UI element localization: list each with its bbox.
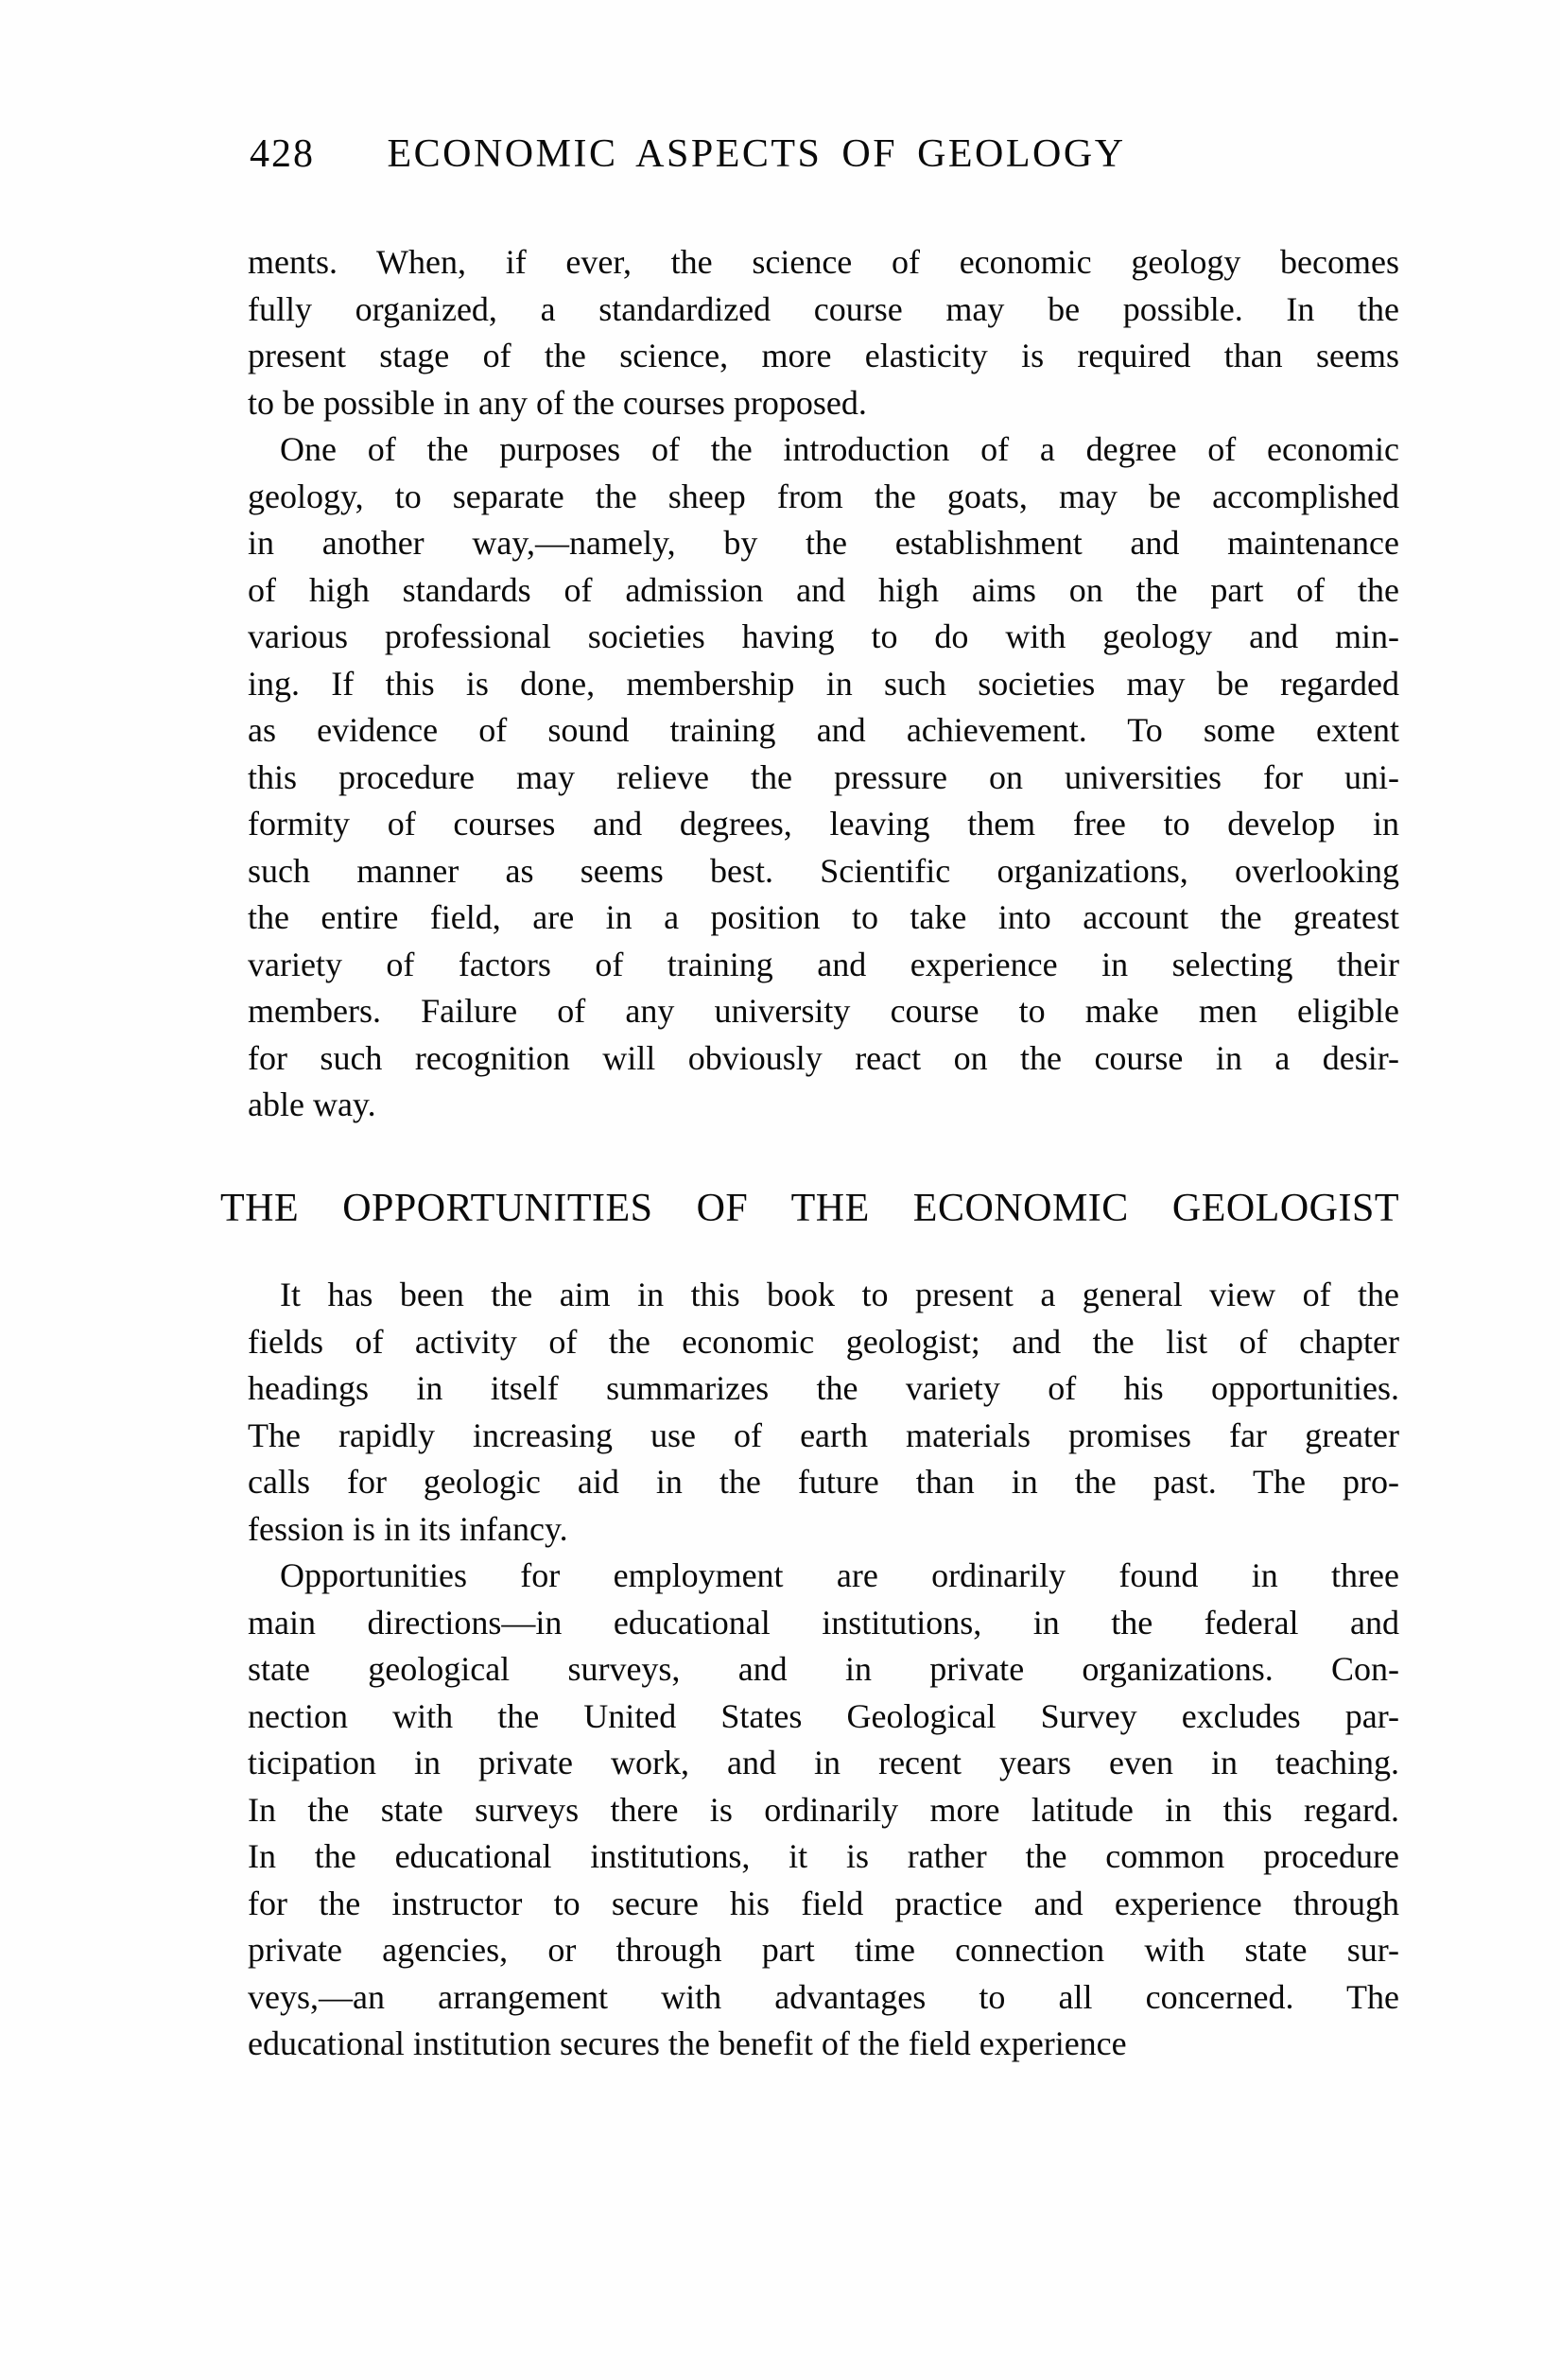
body-paragraph [248,1553,1399,2068]
text-line: as evidence of sound training and achievement. To some extent [248,711,1399,749]
text-line: nection with the United States Geological Survey excludes par- [248,1696,1399,1735]
text-line: various professional societies having to do with geology and min- [248,617,1399,655]
text-line: calls for geologic aid in the future than in the past. The pro- [248,1463,1399,1501]
body-paragraph [248,1272,1399,1553]
text-line: present stage of the science, more elasticity is required than seems [248,337,1399,374]
text-line: this procedure may relieve the pressure on universities for uni- [248,757,1399,796]
text-line: In the state surveys there is ordinarily more latitude in this regard. [248,1790,1399,1829]
text-line: fession is in its infancy. [248,1509,568,1548]
text-line: main directions—in educational institutions, in the federal and [248,1603,1399,1642]
text-line: ing. If this is done, membership in such societies may be regarded [248,664,1399,703]
text-line: The rapidly increasing use of earth materials promises far greater [248,1416,1399,1454]
page-header [248,132,1399,176]
page-number: 428 [250,132,315,176]
text-line: veys,—an arrangement with advantages to all concerned. The [248,1977,1399,2016]
text-line: the entire field, are in a position to take into account the greatest [248,898,1399,936]
text-line: able way. [248,1086,376,1123]
section-heading: THE OPPORTUNITIES OF THE ECONOMIC GEOLOGIST [220,1186,1399,1230]
body-paragraph [248,426,1399,1129]
text-line: One of the purposes of the introduction of a degree of economic [280,430,1399,468]
text-line: state geological surveys, and in private organizations. Con- [248,1650,1399,1688]
text-line: It has been the aim in this book to present a general view of the [280,1276,1399,1313]
text-line: in another way,—namely, by the establishment and maintenance [248,524,1399,562]
body-paragraph [248,239,1399,426]
text-line: to be possible in any of the courses proposed. [248,383,867,422]
text-line: private agencies, or through part time connection with state sur- [248,1931,1399,1969]
text-line: variety of factors of training and experience in selecting their [248,945,1399,983]
text-line: Opportunities for employment are ordinarily found in three [280,1556,1399,1594]
text-line: geology, to separate the sheep from the goats, may be accomplished [248,477,1399,515]
text-line: such manner as seems best. Scientific organizations, overlooking [248,851,1399,890]
text-line: members. Failure of any university course to make men eligible [248,992,1399,1030]
running-title: ECONOMIC ASPECTS OF GEOLOGY [387,132,1126,176]
text-line: fully organized, a standardized course may be possible. In the [248,289,1399,328]
text-line: headings in itself summarizes the variety of his opportunities. [248,1369,1399,1407]
text-body [220,239,1399,2068]
text-line: In the educational institutions, it is rather the common procedure [248,1837,1399,1875]
text-line: ticipation in private work, and in recent years even in teaching. [248,1744,1399,1781]
text-line: formity of courses and degrees, leaving them free to develop in [248,805,1399,843]
text-line: for such recognition will obviously react on the course in a desir- [248,1038,1399,1077]
text-line: fields of activity of the economic geologist; and the list of chapter [248,1322,1399,1361]
page-content [220,132,1399,2068]
text-line: educational institution secures the benefit of the field experience [248,2024,1127,2062]
text-line: for the instructor to secure his field practice and experience through [248,1884,1399,1922]
text-line: ments. When, if ever, the science of economic geology becomes [248,243,1399,281]
text-line: of high standards of admission and high aims on the part of the [248,570,1399,609]
